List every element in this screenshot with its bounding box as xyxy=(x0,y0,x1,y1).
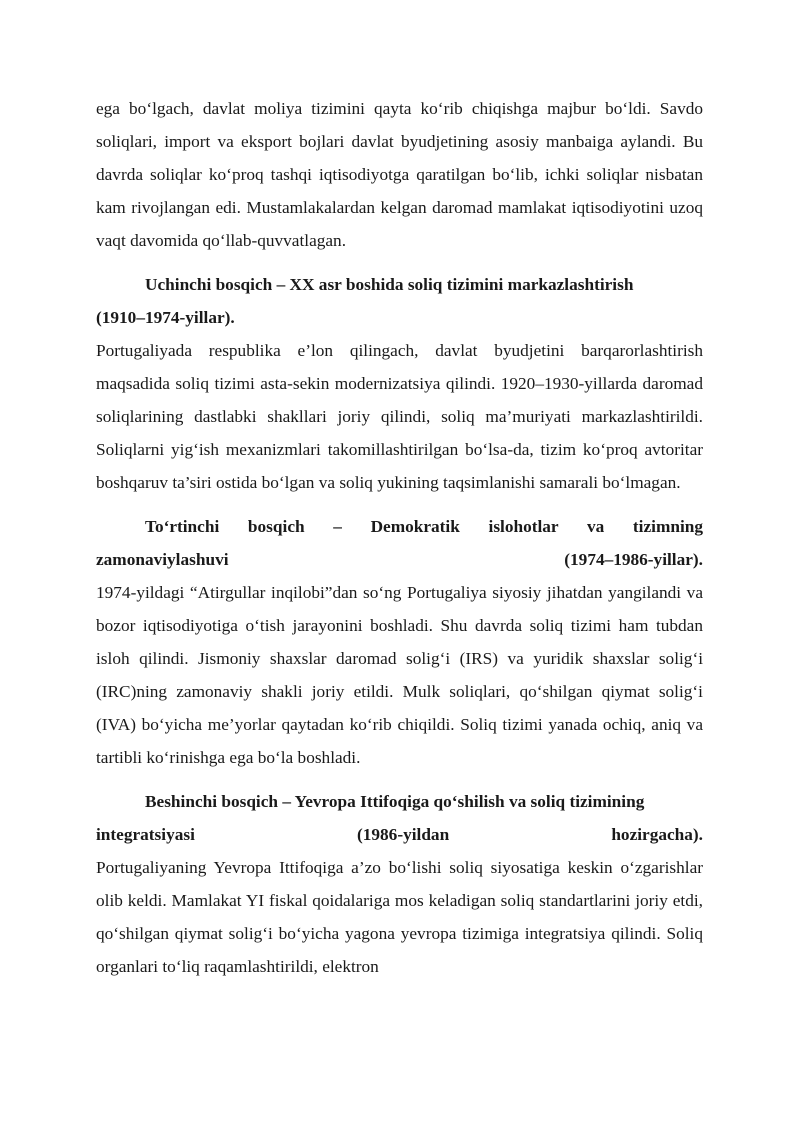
intro-paragraph: ega bo‘lgach, davlat moliya tizimini qayta ko‘rib chiqishga majbur bo‘ldi. Savdo soliqlari, import va eksport bojlari davlat byudjetining asosiy manbaiga aylandi. Bu davrda soliqlar ko‘proq tashqi iqtisodiyotga qaratilgan bo‘lib, ichki soliqlar nisbatan kam rivojlangan edi. Mustamlakalardan kelgan daromad mamlakat iqtisodiyotini uzoq vaqt davomida qo‘llab-quvvatlagan. xyxy=(96,99,703,250)
section-3-body: Portugaliyada respublika e’lon qilingach, davlat byudjetini barqarorlashtirish maqsadida soliq tizimi asta-sekin modernizatsiya qilindi. 1920–1930-yillarda daromad soliqlarining dastlabki shakllari joriy qilindi, soliq ma’muriyati markazlashtirildi. Soliqlarni yig‘ish mexanizmlari takomillashtirilgan bo‘lsa-da, tizim ko‘proq avtoritar boshqaruv ta’siri ostida bo‘lgan va soliq yukining taqsimlanishi samarali bo‘lmagan. xyxy=(96,341,703,492)
document-page xyxy=(96,92,703,983)
section-4-body: 1974-yildagi “Atirgullar inqilobi”dan so‘ng Portugaliya siyosiy jihatdan yangilandi va bozor iqtisodiyotiga o‘tish jarayonini boshladi. Shu davrda soliq tizimi ham tubdan isloh qilindi. Jismoniy shaxslar daromad solig‘i (IRS) va yuridik shaxslar solig‘i (IRC)ning zamonaviy shakli joriy etildi. Mulk soliqlari, qo‘shilgan qiymat solig‘i (IVA) bo‘yicha me’yorlar qaytadan ko‘rib chiqildi. Soliq tizimi yanada ochiq, aniq va tartibli ko‘rinishga ega bo‘la boshladi. xyxy=(96,583,703,767)
section-3-heading-line1: Uchinchi bosqich – XX asr boshida soliq tizimini markazlashtirish xyxy=(145,275,634,294)
section-5-heading-line2: integratsiyasi (1986-yildan hozirgacha). xyxy=(96,825,703,844)
section-4 xyxy=(96,510,703,774)
section-4-heading-line2: zamonaviylashuvi (1974–1986-yillar). xyxy=(96,550,703,569)
section-3 xyxy=(96,268,703,499)
section-5-body: Portugaliyaning Yevropa Ittifoqiga a’zo bo‘lishi soliq siyosatiga keskin o‘zgarishlar olib keldi. Mamlakat YI fiskal qoidalariga mos keladigan soliq standartlarini joriy etdi, qo‘shilgan qiymat solig‘i bo‘yicha yagona yevropa tizimiga integratsiya qilindi. Soliq organlari to‘liq raqamlashtirildi, elektron xyxy=(96,858,703,976)
section-3-heading-line2: (1910–1974-yillar). xyxy=(96,308,235,327)
section-5 xyxy=(96,785,703,983)
section-4-heading-line1: To‘rtinchi bosqich – Demokratik islohotlar va tizimning xyxy=(145,517,703,536)
section-5-heading-line1: Beshinchi bosqich – Yevropa Ittifoqiga qo‘shilish va soliq tizimining xyxy=(145,792,645,811)
